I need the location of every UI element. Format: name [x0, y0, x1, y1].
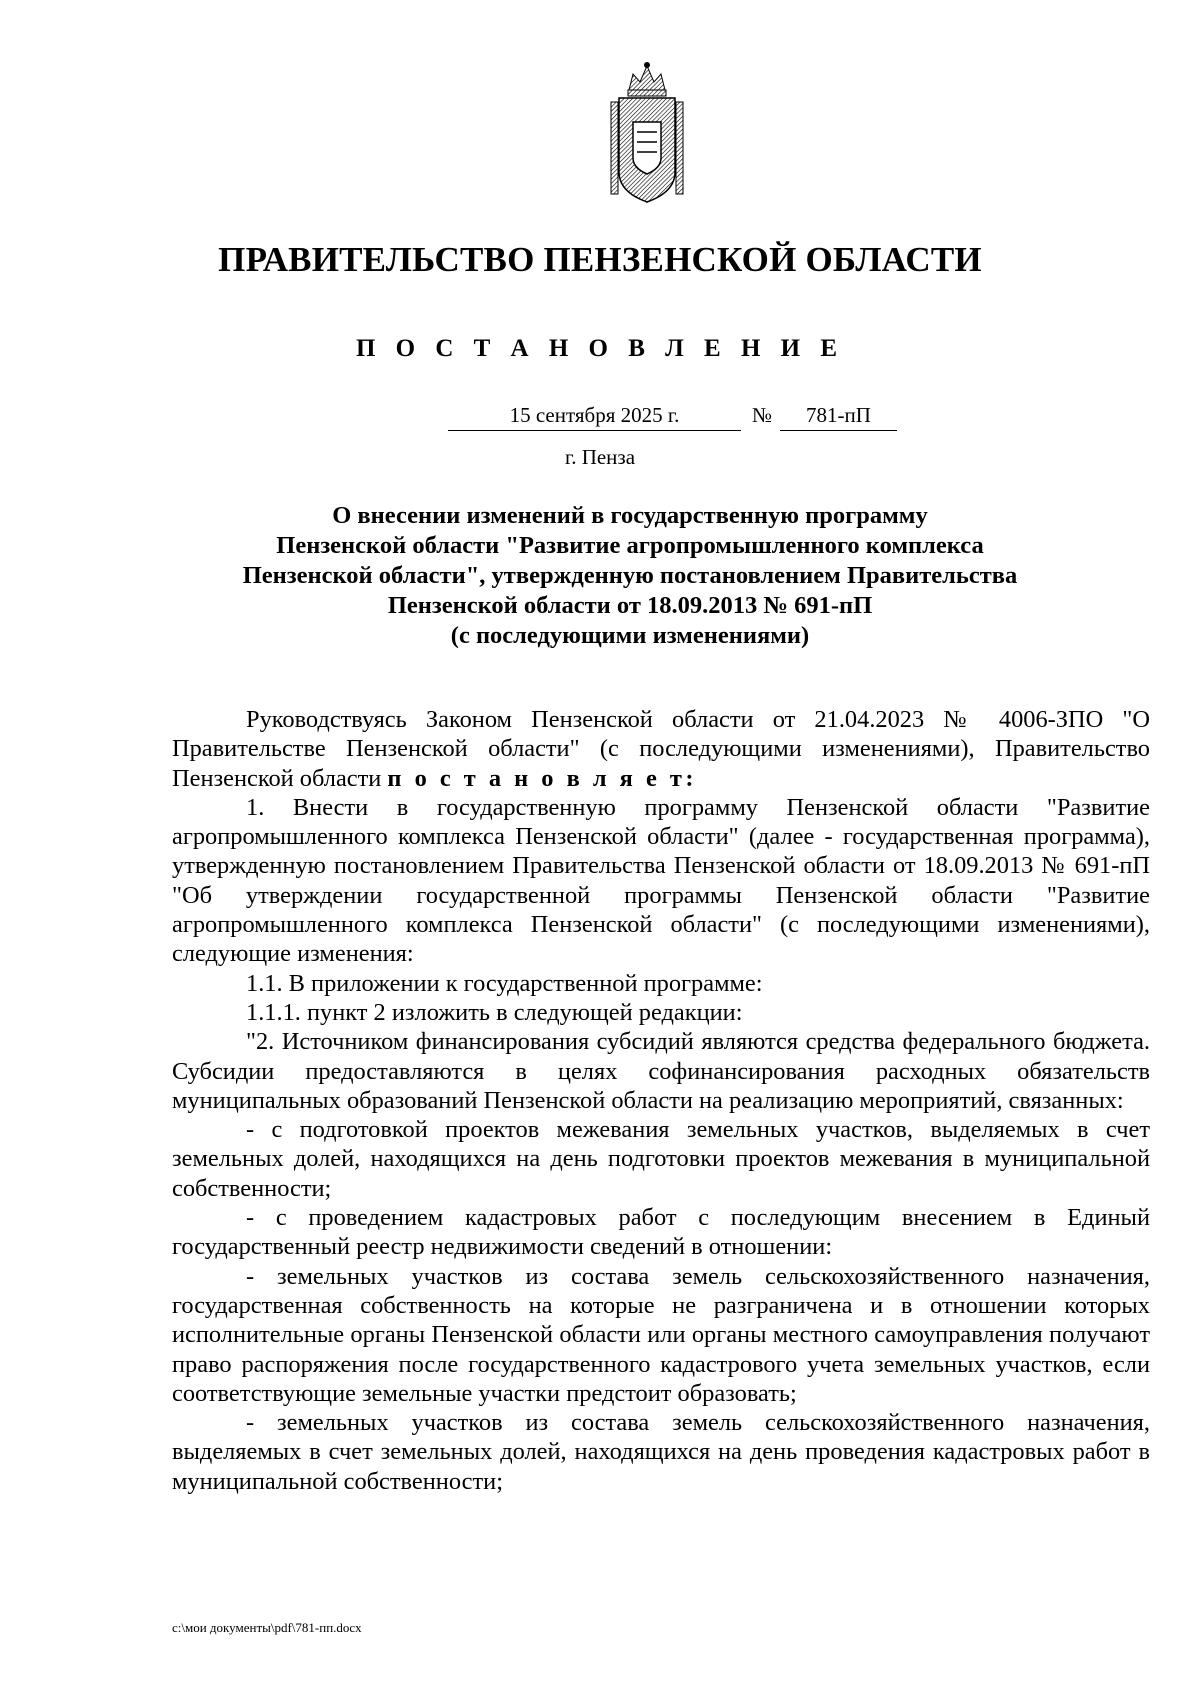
title-line: Пензенской области "Развитие агропромышленного комплекса	[276, 532, 984, 559]
title-line: (с последующими изменениями)	[450, 622, 810, 649]
number-sign: №	[752, 403, 773, 427]
paragraph-quote-2: "2. Источником финансирования субсидий являются средства федерального бюджета. Субсидии предоставляются в целях софинансирования расходных обязательств муниципальных образований Пензенской области на реализацию мероприятий, связанных:	[172, 1028, 1150, 1114]
paragraph-dash-2: - с проведением кадастровых работ с последующим внесением в Единый государственный реестр недвижимости сведений в отношении:	[172, 1204, 1150, 1261]
preamble-text: Руководствуясь Законом Пензенской области от 21.04.2023 № 4006-ЗПО "О Правительстве Пензенской области" (с последующими изменениями), Правительство Пензенской области	[172, 706, 1150, 792]
title-line: Пензенской области", утвержденную постановлением Правительства	[242, 562, 1018, 589]
organization-title: ПРАВИТЕЛЬСТВО ПЕНЗЕНСКОЙ ОБЛАСТИ	[218, 240, 982, 279]
paragraph-1: 1. Внести в государственную программу Пензенской области "Развитие агропромышленного комплекса Пензенской области" (далее - государственная программа), утвержденную постановлением Правительства Пензенской области от 18.09.2013 № 691-пП "Об утверждении государственной программы Пензенской области "Развитие агропромышленного комплекса Пензенской области" (с последующими изменениями), следующие изменения:	[172, 793, 1150, 968]
document-date: 15 сентября 2025 г.	[448, 403, 741, 431]
paragraph-1-1-1: 1.1.1. пункт 2 изложить в следующей редакции:	[246, 998, 743, 1026]
document-type: П О С Т А Н О В Л Е Н И Е	[355, 335, 845, 362]
title-line: О внесении изменений в государственную программу	[332, 502, 928, 529]
title-line: Пензенской области от 18.09.2013 № 691-пП	[387, 592, 873, 619]
paragraph-1-1: 1.1. В приложении к государственной программе:	[246, 969, 763, 997]
coat-of-arms-icon	[607, 60, 687, 210]
file-path-footer: c:\мои документы\pdf\781-пп.docx	[172, 1620, 362, 1635]
city: г. Пенза	[564, 445, 636, 469]
date-number-line	[0, 403, 1200, 439]
paragraph-dash-3: - земельных участков из состава земель сельскохозяйственного назначения, государственная собственность на которые не разграничена и в отношении которых исполнительные органы Пензенской области или органы местного самоуправления получают право распоряжения после государственного кадастрового учета земельных участков, если соответствующие земельные участки предстоит образовать;	[172, 1262, 1150, 1407]
resolves-word: п о с т а н о в л я е т:	[387, 764, 697, 792]
document-number: 781-пП	[780, 403, 897, 431]
paragraph-dash-4: - земельных участков из состава земель сельскохозяйственного назначения, выделяемых в счет земельных долей, находящихся на день проведения кадастровых работ в муниципальной собственности;	[172, 1409, 1150, 1495]
paragraph-preamble	[172, 705, 1150, 793]
paragraph-dash-1: - с подготовкой проектов межевания земельных участков, выделяемых в счет земельных долей, находящихся на день подготовки проектов межевания в муниципальной собственности;	[172, 1116, 1150, 1202]
document-body	[172, 705, 1150, 1496]
document-title	[150, 501, 1110, 651]
